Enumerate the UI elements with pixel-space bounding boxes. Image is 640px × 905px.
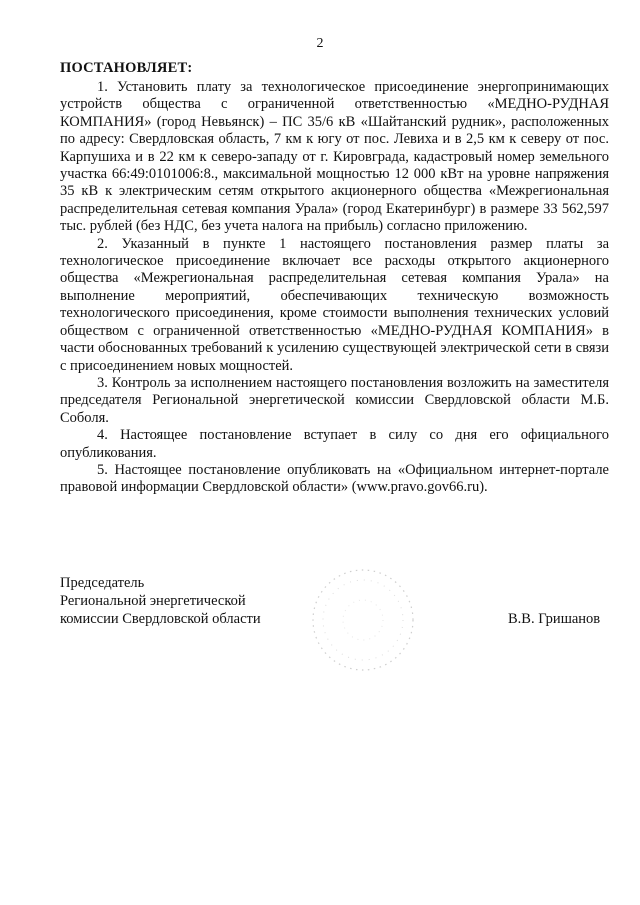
faded-stamp bbox=[303, 560, 423, 680]
signatory-title-line: комиссии Свердловской области bbox=[60, 610, 261, 627]
signatory-title bbox=[60, 575, 261, 628]
paragraph-4: 4. Настоящее постановление вступает в силу со дня его официального опубликования. bbox=[60, 427, 609, 461]
paragraph-2: 2. Указанный в пункте 1 настоящего постановления размер платы за технологическое присоединение включает все расходы открытого акционерного общества «Межрегиональная распределительная сетевая компания Урала» на выполнение мероприятий, обеспечивающих техническую возможность технологического присоединения, кроме стоимости выполнения технических условий обществом с ограниченной ответственностью «МЕДНО-РУДНАЯ КОМПАНИЯ» в части обоснованных требований к усилению существующей электрической сети в связи с присоединением новых мощностей. bbox=[60, 235, 609, 374]
page-number: 2 bbox=[316, 36, 324, 51]
paragraph-5: 5. Настоящее постановление опубликовать на «Официальном интернет-портале правовой информации Свердловской области» (www.pravo.gov66.ru). bbox=[60, 461, 609, 496]
document-body bbox=[60, 79, 609, 497]
signatory-title-line: Региональной энергетической bbox=[60, 592, 246, 609]
paragraph-1: 1. Установить плату за технологическое присоединение энергопринимающих устройств общества с ограниченной ответственностью «МЕДНО-РУДНАЯ КОМПАНИЯ» (город Невьянск) – ПС 35/6 кВ «Шайтанский рудник», расположенных по адресу: Свердловская область, 7 км к югу от пос. Левиха и в 2,5 км к северу от пос. Карпушиха и в 22 км к северо-западу от г. Кировграда, кадастровый номер земельного участка 66:49:0101006:8., максимальной мощностью 12 000 кВт на уровне напряжения 35 кВ к электрическим сетям открытого акционерного общества «Межрегиональная распределительная сетевая компания Урала» (город Екатеринбург) в размере 33 562,597 тыс. рублей (без НДС, без учета налога на прибыль) согласно приложению. bbox=[60, 79, 609, 235]
signatory-title-line: Председатель bbox=[60, 575, 145, 591]
paragraph-3: 3. Контроль за исполнением настоящего постановления возложить на заместителя председателя Региональной энергетической комиссии Свердловской области М.Б. Соболя. bbox=[60, 374, 609, 426]
signatory-name: В.В. Гришанов bbox=[508, 611, 601, 627]
decree-heading: ПОСТАНОВЛЯЕТ: bbox=[60, 60, 193, 76]
